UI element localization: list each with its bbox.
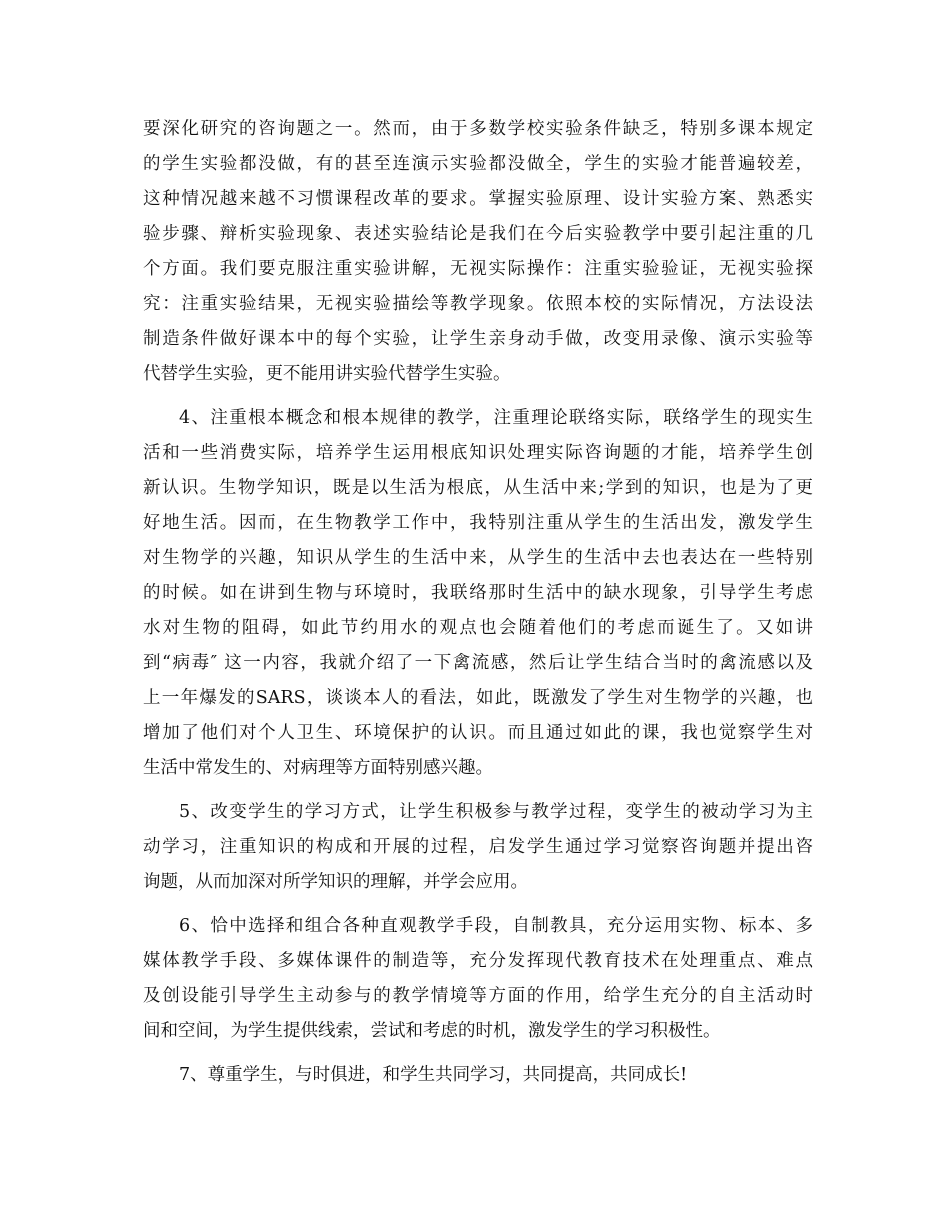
text-line: 4、注重根本概念和根本规律的教学，注重理论联络实际，联络学生的现实生 [179,408,813,428]
text-line: 好地生活。因而，在生物教学工作中，我特别注重从学生的生活出发，激发学生 [143,513,813,533]
text-line: 要深化研究的咨询题之一。然而，由于多数学校实验条件缺乏，特别多课本规定 [143,119,813,139]
text-line: 验步骤、辩析实验现象、表述实验结论是我们在今后实验教学中要引起注重的几 [143,224,813,244]
text-line: 代替学生实验，更不能用讲实验代替学生实验。 [143,364,511,384]
paragraph-lab-teaching [143,112,813,392]
text-line: 动学习，注重知识的构成和开展的过程，启发学生通过学习觉察咨询题并提出咨 [143,837,813,857]
text-line: 的学生实验都没做，有的甚至连演示实验都没做全，学生的实验才能普遍较差， [143,154,813,174]
text-line: 的时候。如在讲到生物与环境时，我联络那时生活中的缺水现象，引导学生考虑 [143,583,813,603]
paragraph-item-5 [143,795,813,900]
text-line: 水对生物的阻碍，如此节约用水的观点也会随着他们的考虑而诞生了。又如讲 [143,618,813,638]
text-line: 7、尊重学生，与时俱进，和学生共同学习，共同提高，共同成长! [179,1065,688,1085]
text-line: 对生物学的兴趣，知识从学生的生活中来，从学生的生活中去也表达在一些特别 [143,548,813,568]
text-line: 个方面。我们要克服注重实验讲解，无视实际操作：注重实验验证，无视实验探 [143,259,813,279]
text-line: 上一年爆发的SARS，谈谈本人的看法，如此，既激发了学生对生物学的兴趣，也 [143,688,813,708]
text-line: 间和空间，为学生提供线索，尝试和考虑的时机，激发学生的学习积极性。 [143,1021,721,1041]
text-line: 到“病毒″ 这一内容，我就介绍了一下禽流感，然后让学生结合当时的禽流感以及 [143,653,813,673]
text-line: 询题，从而加深对所学知识的理解，并学会应用。 [143,872,528,892]
text-line: 活和一些消费实际，培养学生运用根底知识处理实际咨询题的才能，培养学生创 [143,443,813,463]
text-line: 5、改变学生的学习方式，让学生积极参与教学过程，变学生的被动学习为主 [179,802,813,822]
text-line: 及创设能引导学生主动参与的教学情境等方面的作用，给学生充分的自主活动时 [143,986,813,1006]
body-text [143,112,813,1102]
text-line: 生活中常发生的、对病理等方面特别感兴趣。 [143,758,493,778]
text-line: 媒体教学手段、多媒体课件的制造等，充分发挥现代教育技术在处理重点、难点 [143,951,813,971]
text-line: 增加了他们对个人卫生、环境保护的认识。而且通过如此的课，我也觉察学生对 [143,723,813,743]
text-line: 这种情况越来越不习惯课程改革的要求。掌握实验原理、设计实验方案、熟悉实 [143,189,813,209]
paragraph-item-6 [143,909,813,1049]
paragraph-item-4 [143,401,813,786]
paragraph-item-7 [143,1058,813,1093]
text-line: 制造条件做好课本中的每个实验，让学生亲身动手做，改变用录像、演示实验等 [143,329,813,349]
text-line: 新认识。生物学知识，既是以生活为根底，从生活中来;学到的知识，也是为了更 [143,478,813,498]
text-line: 6、恰中选择和组合各种直观教学手段，自制教具，充分运用实物、标本、多 [179,916,813,936]
text-line: 究：注重实验结果，无视实验描绘等教学现象。依照本校的实际情况，方法设法 [143,294,813,314]
